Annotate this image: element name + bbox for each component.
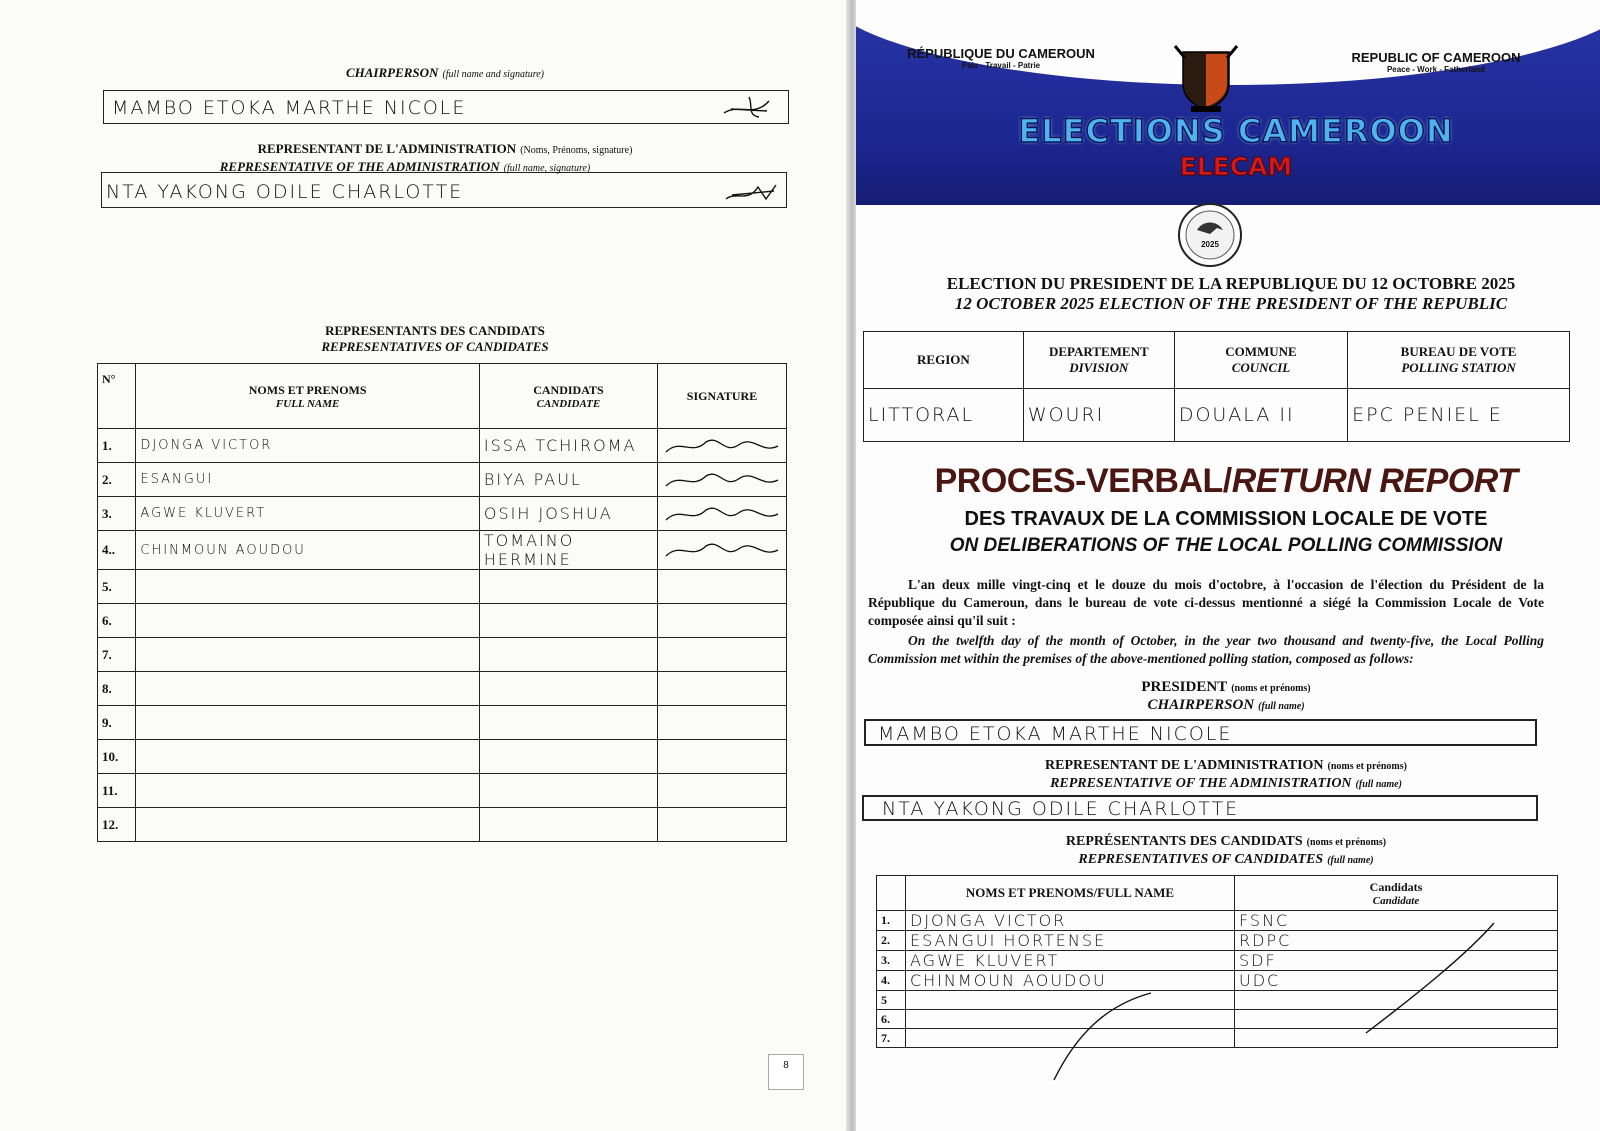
row-candidate bbox=[479, 740, 657, 774]
row-signature bbox=[658, 706, 787, 740]
row-candidate: ISSA TCHIROMA bbox=[479, 429, 657, 463]
reps-row-name: AGWE KLUVERT bbox=[906, 951, 1235, 971]
admin-label-en-sub-right: (full name) bbox=[1355, 779, 1402, 790]
admin-label-fr-sub: (Noms, Prénoms, signature) bbox=[520, 145, 633, 156]
candidates-title-fr: REPRESENTANTS DES CANDIDATS bbox=[325, 323, 545, 338]
location-col-header bbox=[1174, 332, 1347, 389]
row-candidate bbox=[479, 774, 657, 808]
row-name bbox=[136, 808, 479, 842]
reps-col-cand-en: Candidate bbox=[1372, 894, 1420, 907]
president-label-en-sub: (full name) bbox=[1258, 701, 1305, 712]
motto-en: Peace - Work - Fatherland bbox=[1386, 65, 1486, 74]
row-candidate: OSIH JOSHUA bbox=[479, 497, 657, 531]
reps-row-name: DJONGA VICTOR bbox=[906, 911, 1235, 931]
row-name bbox=[136, 604, 479, 638]
row-candidate bbox=[479, 706, 657, 740]
reps-row-party: FSNC bbox=[1235, 911, 1558, 931]
row-name bbox=[136, 638, 479, 672]
row-signature bbox=[658, 740, 787, 774]
location-value: DOUALA II bbox=[1174, 389, 1347, 442]
candidates-title-en: REPRESENTATIVES OF CANDIDATES bbox=[321, 339, 549, 354]
row-candidate: BIYA PAUL bbox=[479, 463, 657, 497]
row-signature bbox=[658, 638, 787, 672]
table-row bbox=[98, 531, 787, 570]
table-row bbox=[98, 497, 787, 531]
admin-signature bbox=[722, 177, 782, 205]
chairperson-box bbox=[103, 90, 789, 124]
row-signature bbox=[658, 672, 787, 706]
reps-label-en: REPRESENTATIVES OF CANDIDATES bbox=[1078, 852, 1324, 867]
admin-label-fr bbox=[100, 140, 790, 158]
republic-en bbox=[1336, 50, 1536, 74]
org-short: ELECAM bbox=[1179, 152, 1293, 181]
report-subtitle-fr: DES TRAVAUX DE LA COMMISSION LOCALE DE VOTE bbox=[964, 508, 1488, 530]
col-cand-fr: CANDIDATS bbox=[533, 382, 604, 397]
chairperson-label-text: CHAIRPERSON bbox=[345, 65, 439, 80]
row-name: DJONGA VICTOR bbox=[136, 429, 479, 463]
reps-row-num: 1. bbox=[877, 911, 906, 931]
republic-en-text: REPUBLIC OF CAMEROON bbox=[1351, 50, 1521, 65]
page-number: 8 bbox=[768, 1054, 804, 1090]
strike-through-lines bbox=[1036, 915, 1506, 1085]
row-candidate bbox=[479, 808, 657, 842]
admin-label-en-text: REPRESENTATIVE OF THE ADMINISTRATION bbox=[219, 159, 500, 174]
president-label-fr-sub: (noms et prénoms) bbox=[1231, 683, 1311, 694]
row-name: ESANGUI bbox=[136, 463, 479, 497]
row-signature bbox=[658, 429, 787, 463]
handwritten-signature bbox=[662, 500, 782, 528]
table-row bbox=[98, 638, 787, 672]
table-row bbox=[98, 808, 787, 842]
admin-value: NTA YAKONG ODILE CHARLOTTE bbox=[106, 181, 464, 203]
row-candidate bbox=[479, 570, 657, 604]
reps-row-name: ESANGUI HORTENSE bbox=[906, 931, 1235, 951]
row-num: 5. bbox=[98, 570, 136, 604]
row-name bbox=[136, 672, 479, 706]
election-title-fr: ELECTION DU PRESIDENT DE LA REPUBLIQUE DU 12 OCTOBRE 2025 bbox=[946, 274, 1516, 293]
election-seal-icon bbox=[1177, 202, 1243, 268]
handwritten-signature bbox=[662, 432, 782, 460]
location-col-header bbox=[864, 332, 1024, 389]
election-title-en: 12 OCTOBER 2025 ELECTION OF THE PRESIDENT OF THE REPUBLIC bbox=[954, 294, 1508, 313]
row-signature bbox=[658, 774, 787, 808]
location-col-fr: COMMUNE bbox=[1225, 344, 1297, 359]
row-num: 11. bbox=[98, 774, 136, 808]
location-col-en: POLLING STATION bbox=[1401, 360, 1516, 375]
reps-label-fr-sub: (noms et prénoms) bbox=[1306, 837, 1387, 848]
table-row bbox=[98, 774, 787, 808]
col-name-fr: NOMS ET PRENOMS bbox=[248, 382, 367, 397]
row-signature bbox=[658, 604, 787, 638]
row-candidate: TOMAINO HERMINE bbox=[479, 531, 657, 570]
table-row bbox=[98, 672, 787, 706]
row-name: CHINMOUN AOUDOU bbox=[136, 531, 479, 570]
reps-label bbox=[876, 832, 1576, 868]
admin-label-right bbox=[876, 756, 1576, 792]
table-row bbox=[98, 463, 787, 497]
table-row bbox=[98, 706, 787, 740]
location-col-fr: DEPARTEMENT bbox=[1048, 344, 1149, 359]
table-row bbox=[98, 570, 787, 604]
reps-row-num: 2. bbox=[877, 931, 906, 951]
intro-en: On the twelfth day of the month of October, in the year two thousand and twenty-five, the Local Polling Commission met within the premises of the above-mentioned polling station, composed as follows: bbox=[868, 633, 1544, 666]
location-col-en: COUNCIL bbox=[1231, 360, 1291, 375]
candidates-representatives-table bbox=[97, 363, 787, 842]
president-value: MAMBO ETOKA MARTHE NICOLE bbox=[878, 723, 1233, 745]
admin-label-fr-right: REPRESENTANT DE L'ADMINISTRATION bbox=[1045, 758, 1324, 773]
location-table bbox=[863, 331, 1570, 442]
chairperson-signature bbox=[719, 93, 779, 121]
reps-col-candidate bbox=[1235, 876, 1558, 911]
report-title-en: RETURN REPORT bbox=[1231, 462, 1518, 500]
republic-fr bbox=[901, 46, 1101, 70]
row-num: 7. bbox=[98, 638, 136, 672]
president-label-en: CHAIRPERSON bbox=[1147, 697, 1255, 713]
president-label-fr: PRESIDENT bbox=[1141, 679, 1228, 695]
location-value: LITTORAL bbox=[864, 389, 1024, 442]
row-candidate bbox=[479, 604, 657, 638]
handwritten-signature bbox=[662, 466, 782, 494]
reps-row-num: 7. bbox=[877, 1029, 906, 1048]
row-num: 2. bbox=[98, 463, 136, 497]
candidates-title bbox=[140, 323, 730, 355]
location-col-en: DIVISION bbox=[1069, 360, 1129, 375]
row-num: 8. bbox=[98, 672, 136, 706]
col-name bbox=[136, 364, 479, 429]
president-label bbox=[876, 678, 1576, 714]
reps-row-num: 5 bbox=[877, 991, 906, 1010]
row-name bbox=[136, 774, 479, 808]
chairperson-label bbox=[100, 64, 790, 82]
seal-year: 2025 bbox=[1201, 240, 1219, 249]
col-cand-en: CANDIDATE bbox=[536, 397, 601, 410]
intro-fr: L'an deux mille vingt-cinq et le douze du mois d'octobre, à l'occasion de l'élection du Président de la République du Cameroun, dans le bureau de vote ci-dessus mentionné a siégé la Commission Locale de Vote composée ainsi qu'il suit : bbox=[868, 577, 1544, 628]
chairperson-value: MAMBO ETOKA MARTHE NICOLE bbox=[112, 97, 467, 119]
admin-label-en-right: REPRESENTATIVE OF THE ADMINISTRATION bbox=[1050, 776, 1352, 791]
admin-box bbox=[101, 172, 787, 208]
row-num: 3. bbox=[98, 497, 136, 531]
reps-row-party: UDC bbox=[1235, 971, 1558, 991]
right-page bbox=[856, 0, 1600, 1131]
report-title bbox=[876, 462, 1576, 501]
admin-value-right: NTA YAKONG ODILE CHARLOTTE bbox=[882, 798, 1240, 820]
row-num: 4.. bbox=[98, 531, 136, 570]
org-title: ELECTIONS CAMEROON bbox=[1018, 112, 1454, 150]
location-col-header bbox=[1023, 332, 1174, 389]
table-row bbox=[98, 740, 787, 774]
row-num: 1. bbox=[98, 429, 136, 463]
reps-label-en-sub: (full name) bbox=[1327, 855, 1374, 866]
admin-box-right bbox=[862, 795, 1538, 821]
row-signature bbox=[658, 497, 787, 531]
admin-label-fr-sub-right: (noms et prénoms) bbox=[1327, 761, 1407, 772]
location-col-header bbox=[1348, 332, 1570, 389]
col-name-en: FULL NAME bbox=[275, 397, 340, 410]
reps-col-name: NOMS ET PRENOMS/FULL NAME bbox=[906, 876, 1235, 911]
report-title-fr: PROCES-VERBAL/ bbox=[934, 462, 1232, 500]
motto-fr: Paix - Travail - Patrie bbox=[961, 61, 1041, 70]
row-num: 10. bbox=[98, 740, 136, 774]
handwritten-signature bbox=[662, 536, 782, 564]
reps-row-name: CHINMOUN AOUDOU bbox=[906, 971, 1235, 991]
row-num: 6. bbox=[98, 604, 136, 638]
coat-of-arms-icon bbox=[1171, 40, 1241, 114]
reps-row-party: RDPC bbox=[1235, 931, 1558, 951]
row-num: 12. bbox=[98, 808, 136, 842]
row-name: AGWE KLUVERT bbox=[136, 497, 479, 531]
reps-col-num bbox=[877, 876, 906, 911]
row-name bbox=[136, 570, 479, 604]
table-row bbox=[98, 429, 787, 463]
col-num: N° bbox=[98, 364, 136, 429]
reps-row-num: 6. bbox=[877, 1010, 906, 1029]
table-row bbox=[98, 604, 787, 638]
election-title bbox=[876, 274, 1586, 314]
reps-row-num: 3. bbox=[877, 951, 906, 971]
republic-fr-text: RÉPUBLIQUE DU CAMEROUN bbox=[907, 46, 1095, 61]
president-box bbox=[864, 719, 1537, 746]
row-signature bbox=[658, 808, 787, 842]
col-signature: SIGNATURE bbox=[658, 364, 787, 429]
row-num: 9. bbox=[98, 706, 136, 740]
row-signature bbox=[658, 531, 787, 570]
location-col-fr: REGION bbox=[917, 352, 970, 367]
admin-label-en-sub: (full name, signature) bbox=[503, 163, 591, 174]
row-signature bbox=[658, 570, 787, 604]
admin-label-fr-text: REPRESENTANT DE L'ADMINISTRATION bbox=[257, 141, 517, 156]
row-signature bbox=[658, 463, 787, 497]
reps-label-fr: REPRÉSENTANTS DES CANDIDATS bbox=[1065, 834, 1303, 849]
location-value: WOURI bbox=[1023, 389, 1174, 442]
reps-row-num: 4. bbox=[877, 971, 906, 991]
reps-row-party: SDF bbox=[1235, 951, 1558, 971]
location-col-fr: BUREAU DE VOTE bbox=[1400, 344, 1517, 359]
row-candidate bbox=[479, 638, 657, 672]
row-candidate bbox=[479, 672, 657, 706]
reps-col-cand-fr: Candidats bbox=[1369, 879, 1423, 894]
row-name bbox=[136, 706, 479, 740]
location-value: EPC PENIEL E bbox=[1348, 389, 1570, 442]
row-name bbox=[136, 740, 479, 774]
report-subtitle-en: ON DELIBERATIONS OF THE LOCAL POLLING COMMISSION bbox=[949, 535, 1503, 556]
col-candidate bbox=[479, 364, 657, 429]
chairperson-label-sub: (full name and signature) bbox=[442, 69, 545, 80]
